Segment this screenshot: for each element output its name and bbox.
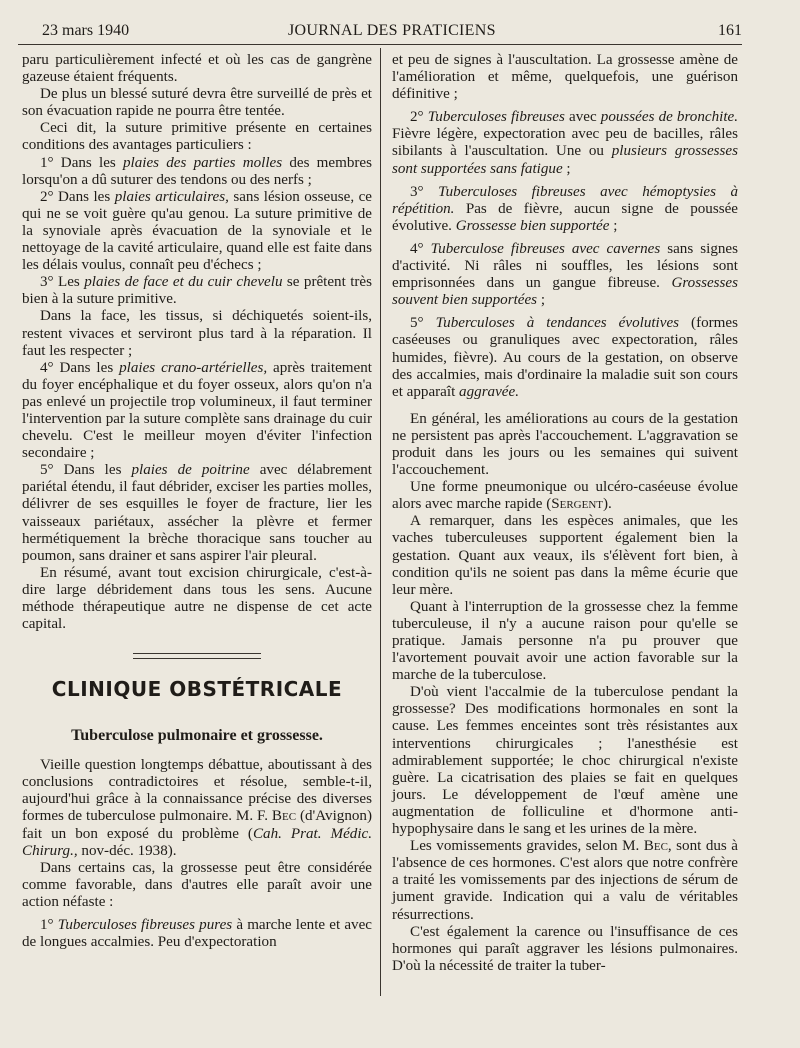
paragraph: paru particulièrement infecté et où les cas de gangrène gazeuse étaient fréquents. [22,52,372,86]
paragraph: Une forme pneumonique ou ulcéro-caséeuse évolue alors avec marche rapide (Sergent). [392,479,738,513]
header-journal-title: JOURNAL DES PRATICIENS [288,22,496,39]
column-divider [380,48,381,996]
paragraph: Vieille question longtemps débattue, aboutissant à des conclusions contradictoires et résolue, semble-t-il, aujourd'hui grâce à la connaissance précise des diverses formes de tuberculose pulmonaire. M. F. Bec (d'Avignon) fait un bon exposé du problème (Cah. Prat. Médic. Chirurg., nov-déc. 1938). [22,757,373,859]
list-item: 5° Dans les plaies de poitrine avec délabrement pariétal étendu, il faut débrider, exciser les parties molles, délivrer de ses esquilles le foyer de fracture, lier les vaisseaux pariétaux, assécher la plèvre et fermer hermétiquement la brèche thoracique sans toucher au poumon, sans drainer et sans aspirer l'air pleural. [22,462,372,564]
paragraph: De plus un blessé suturé devra être surveillé de près et son évacuation rapide ne pourra être tentée. [22,86,372,120]
list-item: 3° Tuberculoses fibreuses avec hémoptysies à répétition. Pas de fièvre, aucun signe de poussée évolutive. Grossesse bien supportée ; [392,183,739,234]
paragraph: En résumé, avant tout excision chirurgicale, c'est-à-dire large débridement dans tous les sens. Aucune méthode thérapeutique autre ne dispense de cet acte capital. [22,564,372,633]
right-column [392,52,738,975]
paragraph: Dans la face, les tissus, si déchiquetés soient-ils, restent vivaces et serviront plus tard à la réparation. Il faut les respecter ; [22,308,372,359]
paragraph: et peu de signes à l'auscultation. La grossesse amène de l'amélioration et même, quelquefois, une guérison définitive ; [392,52,738,103]
list-item: 2° Dans les plaies articulaires, sans lésion osseuse, ce qui ne se voit guère qu'au genou. La suture primitive de la synoviale après évacuation de la synoviale et le nettoyage de la cavité articulaire, quand elle est faite dans les délais voulus, connaît peu d'échecs ; [22,188,372,274]
paragraph: En général, les améliorations au cours de la gestation ne persistent pas après l'accouchement. L'aggravation se produit dans les jours ou les semaines qui suivent l'accouchement. [392,410,738,479]
list-item: 4° Dans les plaies crano-artérielles, après traitement du foyer encéphalique et du foyer osseux, alors qu'on n'a pas enlevé un projectile trop volumineux, il faut terminer l'intervention par la suture complète sans drainage du cuir chevelu. C'est le meilleur moyen d'éviter l'infection secondaire ; [22,359,372,462]
list-item: 1° Tuberculoses fibreuses pures à marche lente et avec de longues accalmies. Peu d'expectoration [22,917,372,951]
section-separator [133,653,261,659]
paragraph: C'est également la carence ou l'insuffisance de ces hormones qui paraît aggraver les lésions pulmonaires. D'où la nécessité de traiter la tuber- [392,923,738,974]
list-item: 4° Tuberculose fibreuses avec cavernes sans signes d'activité. Ni râles ni souffles, les lésions sont emprisonnées dans un gangue fibreuse. Grossesses souvent bien supportées ; [392,240,738,309]
list-item: 1° Dans les plaies des parties molles des membres lorsqu'on a dû suturer des tendons ou des nerfs ; [22,154,372,188]
left-column [22,52,372,951]
article-title: Tuberculose pulmonaire et grossesse. [71,727,323,745]
list-item: 5° Tuberculoses à tendances évolutives (formes caséeuses ou granuliques avec expectoration, râles humides, fièvre). Au cours de la gestation, on observe des accalmies, mais d'ordinaire la maladie suit son cours et apparaît aggravée. [392,315,738,400]
paragraph: Dans certains cas, la grossesse peut être considérée comme favorable, dans d'autres elle paraît avoir une action néfaste : [22,859,372,910]
header-page-number: 161 [718,22,742,39]
list-item: 2° Tuberculoses fibreuses avec poussées de bronchite. Fièvre légère, expectoration avec peu de bacilles, râles sibilants à l'auscultation. Une ou plusieurs grossesses sont supportées sans fatigue ; [392,109,738,177]
paragraph: A remarquer, dans les espèces animales, que les vaches tuberculeuses supportent également bien la gestation. Quant aux veaux, ils s'élèvent fort bien, à condition qu'ils ne soient pas dans la même écurie que leur mère. [392,513,738,598]
paragraph: Les vomissements gravides, selon M. Bec, sont dus à l'absence de ces hormones. C'est alors que notre confrère a traité les vomissements par des injections de sérum de jument gravide. Indication qui a valu de véritables résurrections. [392,838,739,923]
list-item: 3° Les plaies de face et du cuir chevelu se prêtent très bien à la suture primitive. [22,274,373,308]
paragraph: Ceci dit, la suture primitive présente en certaines conditions des avantages particuliers : [22,120,372,154]
section-title: CLINIQUE OBSTÉTRICALE [51,677,343,702]
header-date: 23 mars 1940 [42,22,130,39]
running-header [18,14,742,45]
paragraph: Quant à l'interruption de la grossesse chez la femme tuberculeuse, il n'y a aucune raison pour qu'elle se pratique. Jamais personne n'a pu prouver que l'avortement pouvait avoir une action favorable sur la marche de la tuberculose. [392,598,738,684]
paragraph: D'où vient l'accalmie de la tuberculose pendant la grossesse? Des modifications hormonales en sont la cause. Les femmes enceintes sont très résistantes aux interventions chirurgicales ; l'anesthésie est admirablement supportée; le choc chirurgical n'existe guère. La cicatrisation des plaies se fait en quelques jours. Le développement de l'œuf amène une augmentation de folliculine et d'hormone anti-hypophysaire dans le sang et les urines de la mère. [392,684,738,838]
